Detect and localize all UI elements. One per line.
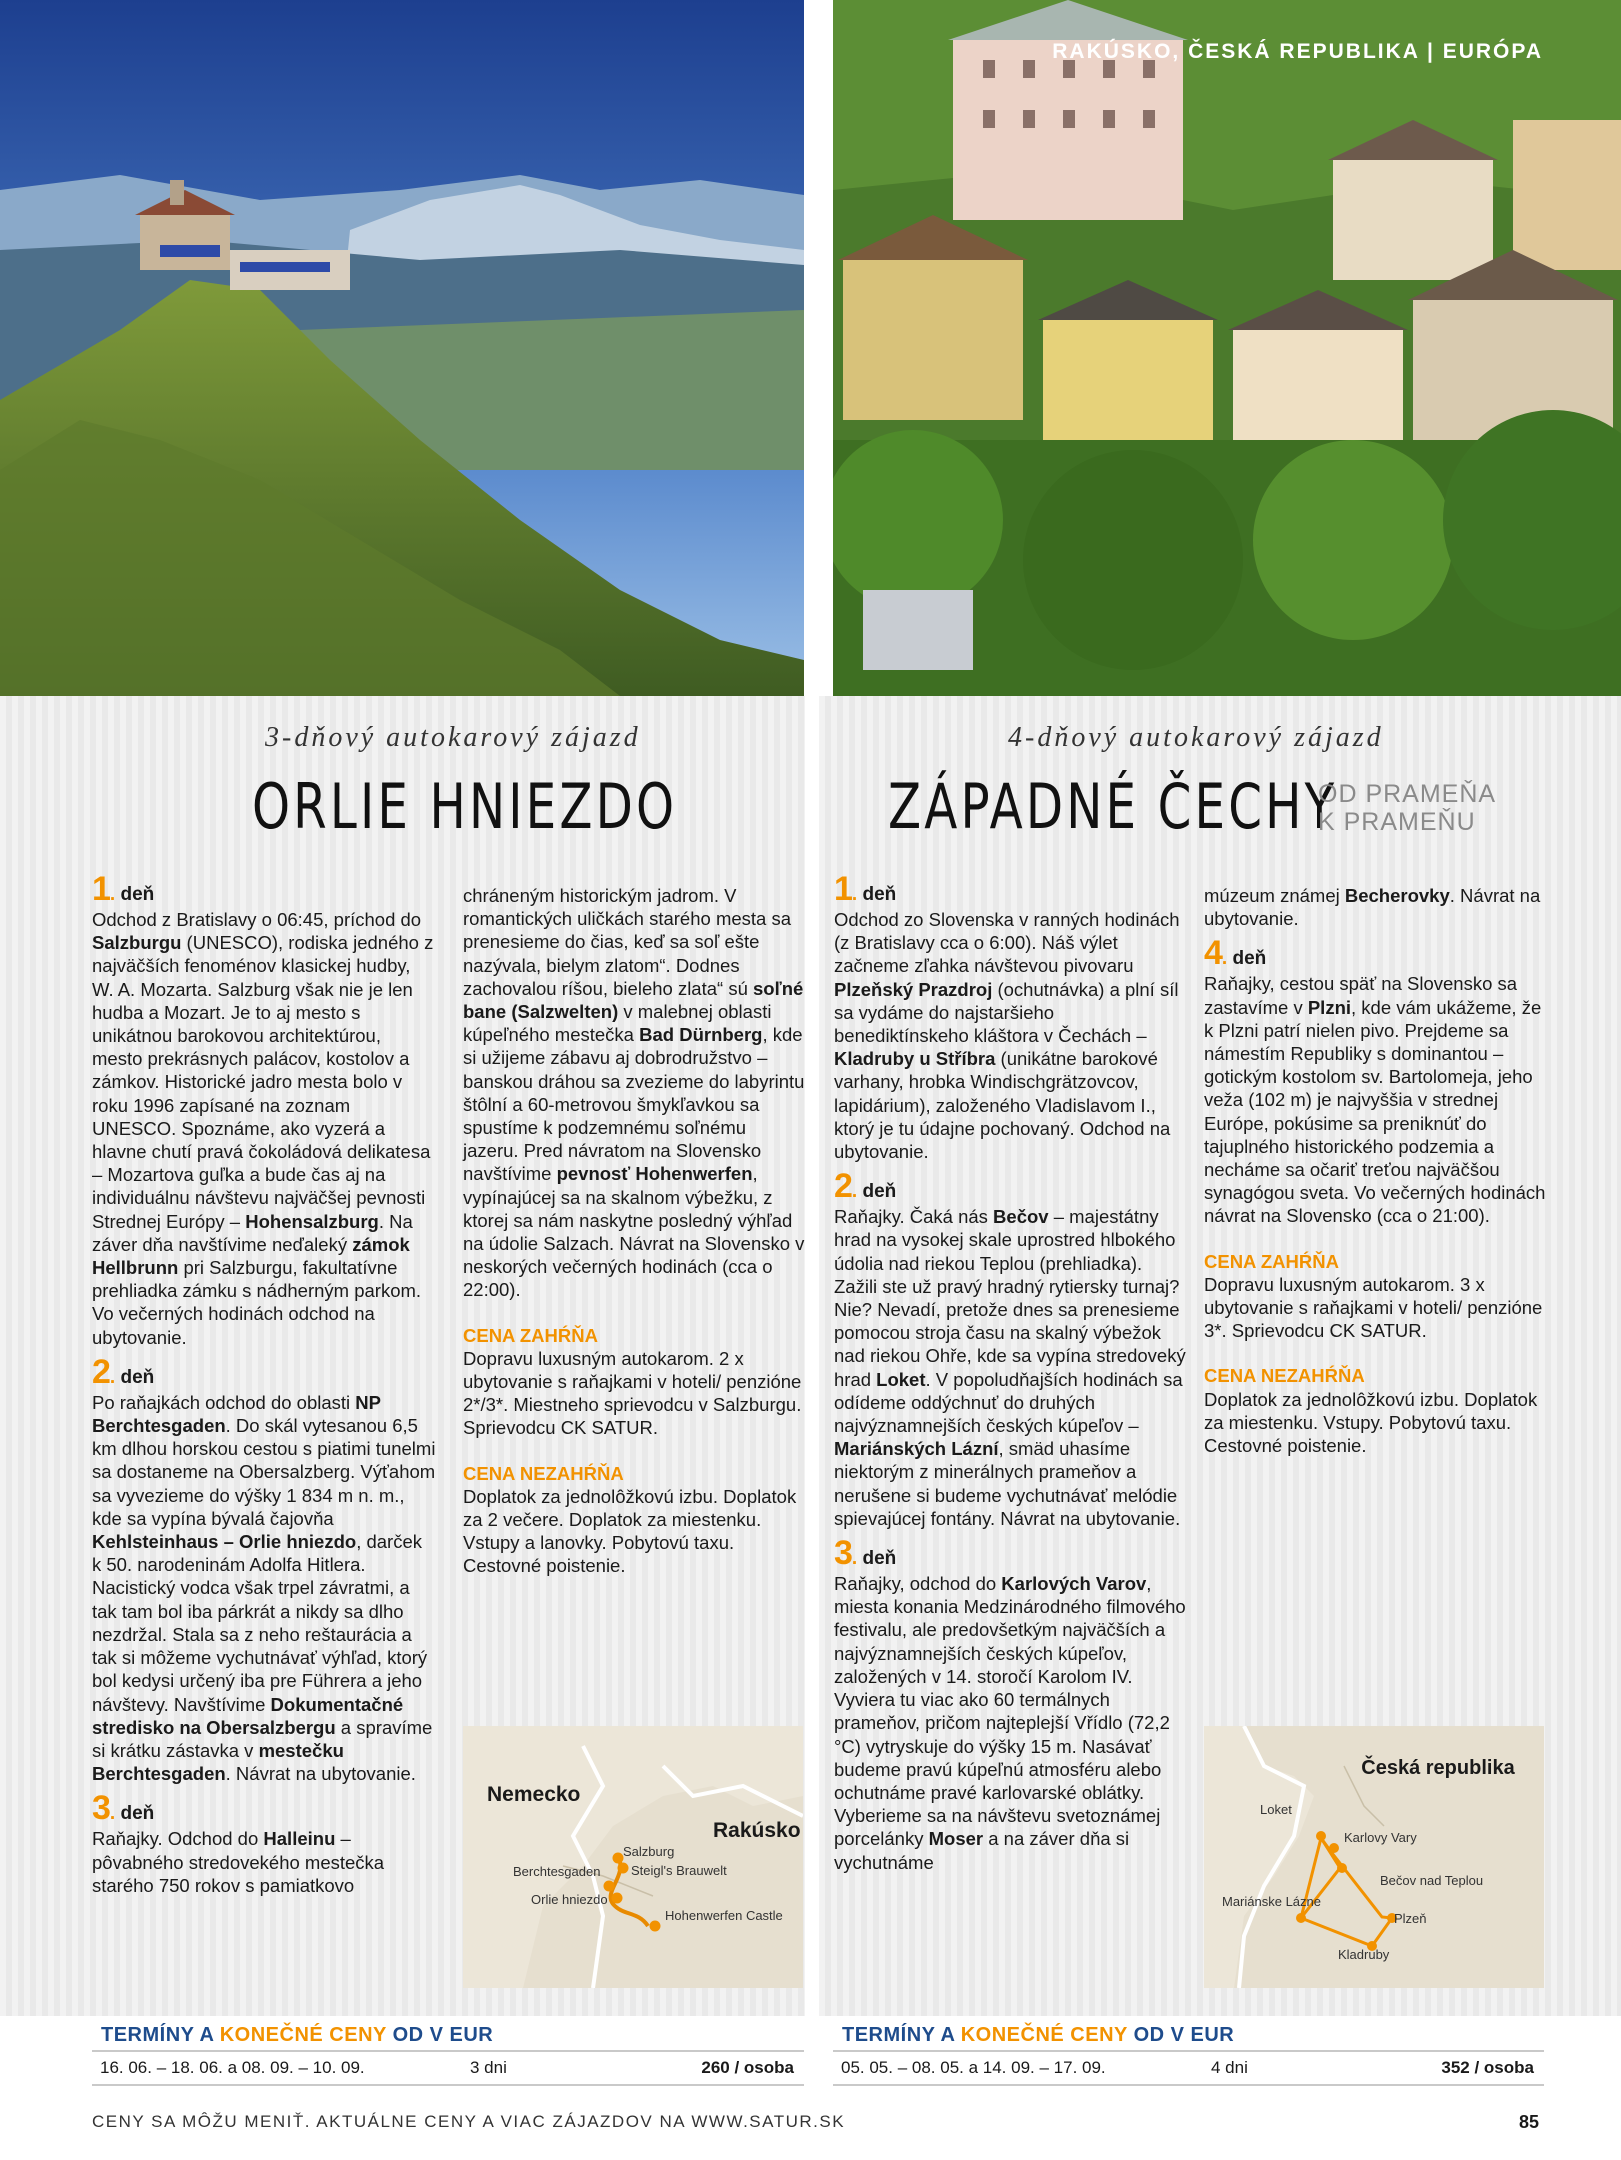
karlovy-vary-photo xyxy=(833,0,1621,696)
map-label-becov: Bečov nad Teplou xyxy=(1380,1873,1484,1888)
footer-note: CENY SA MÔŽU MENIŤ. AKTUÁLNE CENY A VIAC ZÁJAZDOV NA WWW.SATUR.SK xyxy=(92,2112,846,2131)
itinerary-paragraph: Po raňajkách odchod do oblasti NP Berchtesgaden. Do skál vytesanou 6,5 km dlhou horskou cestou s piatimi tunelmi sa dostaneme na Obersalzberg. Výťahom sa vyvezieme do výšky 1 834 m n. m., kde sa vypína bývalá čajovňa Kehlsteinhaus – Orlie hniezdo, darček k 50. narodeninám Adolfa Hitlera. Nacistický vodca však trpel závratmi, a tak tam bol iba párkrát a nikdy sa dlho nezdržal. Stala sa z neho reštaurácia a tak si môžeme vychutnávať výhľad, ktorý bol kedysi určený iba pre Führera a jeho návštevy. Navštívime Dokumentačné stredisko na Obersalzbergu a spravíme si krátku zástavka v mestečku Berchtesgaden. Návrat na ubytovanie. xyxy=(92,1391,436,1785)
itinerary-paragraph: Dopravu luxusným autokarom. 3 x ubytovanie s raňajkami v hoteli/ penzióne 3*. Sprievodcu CK SATUR. xyxy=(1204,1273,1543,1342)
itinerary-paragraph: Odchod z Bratislavy o 06:45, príchod do Salzburgu (UNESCO), rodiska jedného z najväčších fenoménov klasickej hudby, W. A. Mozarta. Salzburg však nie je len hudba a Mozart. Je to aj mesto s unikátnou barokovou architektúrou, mesto prekrásnych palácov, kostolov a zámkov. Historické jadro mesta bolo v roku 1996 zapísané na zoznam UNESCO. Spoznáme, ako vyzerá a hlavne chutí pravá čokoládová delikatesa – Mozartova guľka a bude čas aj na individuálnu návštevu najväčšej pevnosti Strednej Európy – Hohensalzburg. Na záver dňa navštívime neďaleký zámok Hellbrunn pri Salzburgu, fakultatívne prehliadka zámku s nádherným parkom. Vo večerných hodinách odchod na ubytovanie. xyxy=(92,909,434,1348)
right-terms-duration: 4 dni xyxy=(1211,2058,1248,2077)
map-label-loket: Loket xyxy=(1260,1802,1292,1817)
marianske-lazne-pin xyxy=(1296,1913,1306,1923)
day-number: 2 xyxy=(92,1352,110,1391)
day-heading: 4. deň xyxy=(1204,934,1267,973)
map-country-nemecko: Nemecko xyxy=(487,1783,581,1806)
map-label-karlovy-vary: Karlovy Vary xyxy=(1344,1830,1417,1845)
itinerary-paragraph: chráneným historickým jadrom. V romantických uličkách starého mesta sa prenesieme do čias, keď sa soľ ešte nazývala, bielym zlatom“. Dodnes zachovalou ríšou, bieleho zlata“ sú soľné bane (Salzwelten) v malebnej oblasti kúpeľného mestečka Bad Dürnberg, kde si užijeme zábavu aj dobrodružstvo – banskou dráhou sa zvezieme do labyrintu štôlní a 60-metrovou šmykľavkou sa spustíme k podzemnému soľnému jazeru. Pred návratom na Slovensko navštívime pevnosť Hohenwerfen, vypínajúcej sa na skalnom výbežku, z ktorej sa nám naskytne posledný výhľad na údolie Salzach. Návrat na Slovensko v neskorých večerných hodinách (cca o 22:00). xyxy=(463,885,805,1301)
itinerary-paragraph: Raňajky, odchod do Karlových Varov, miesta konania Medzinárodného filmového festivalu, ale predovšetkým najväčších a najvýznamnejších českých kúpeľov, založených v 14. storočí Karolom IV. Vyviera tu viac ako 60 termálnych prameňov, pričom najteplejší Vřídlo (72,2 °C) vytryskuje do výšky 15 m. Nasávať budeme pravú kúpeľnú atmosféru alebo ochutnáme pravé karlovarské oblátky. Vyberieme sa na návštevu svetoznámej porcelánky Moser a na záver dňa si vychutnáme xyxy=(834,1573,1186,1873)
region-tagline: RAKÚSKO, ČESKÁ REPUBLIKA | EURÓPA xyxy=(1052,40,1543,63)
page-number: 85 xyxy=(1519,2112,1540,2132)
right-column-2 xyxy=(1204,884,1554,1457)
left-terms-row xyxy=(92,2050,804,2086)
day-number: 2 xyxy=(834,1167,852,1206)
terms-head-part2: KONEČNÉ CENY xyxy=(960,2024,1128,2046)
left-title: ORLIE HNIEZDO xyxy=(252,770,678,843)
itinerary-paragraph: Doplatok za jednolôžkovú izbu. Doplatok za 2 večere. Doplatok za miestenku. Vstupy a lanovky. Pobytovú taxu. Cestovné poistenie. xyxy=(463,1485,797,1577)
right-title: ZÁPADNÉ ČECHY xyxy=(888,770,1338,843)
map-label-steigl: Steigl's Brauwelt xyxy=(631,1863,727,1878)
salzburg-pin xyxy=(613,1853,624,1864)
map-label-marianske-lazne: Mariánske Lázne xyxy=(1222,1894,1321,1909)
becov-pin xyxy=(1337,1863,1347,1873)
column-divider xyxy=(815,0,819,2016)
steigl-pin xyxy=(618,1863,629,1874)
west-bohemia-map xyxy=(1204,1726,1544,1988)
terms-head-part1: TERMÍNY A xyxy=(842,2024,955,2046)
day-label: deň xyxy=(862,1548,897,1570)
day-heading: 1. deň xyxy=(92,870,155,908)
day-label: deň xyxy=(120,1803,155,1825)
itinerary-paragraph: Dopravu luxusným autokarom. 2 x ubytovanie s raňajkami v hoteli/ penzióne 2*/3*. Miestneho sprievodcu v Salzburgu. Sprievodcu CK SATUR. xyxy=(463,1347,802,1439)
terms-head-part3: OD V EUR xyxy=(392,2024,494,2046)
itinerary-paragraph: Odchod zo Slovenska v ranných hodinách (z Bratislavy cca o 6:00). Náš výlet začneme zľahka návštevou pivovaru Plzeňský Prazdroj (ochutnávka) a plní síl sa vydáme do najstaršieho benediktínskeho kláštora v Čechách – Kladruby u Stříbra (unikátne barokové varhany, hrobka Windischgrätzovcov, lapidárium), založeného Vladislavom I., ktorý je tu údajne pochovaný. Odchod na ubytovanie. xyxy=(834,909,1180,1163)
left-subtitle: 3-dňový autokarový zájazd xyxy=(265,722,641,753)
right-column-1 xyxy=(834,870,1186,1874)
day-number: 3 xyxy=(92,1789,110,1828)
itinerary-paragraph: Raňajky. Odchod do Halleinu – pôvabného stredovekého mestečka starého 750 rokov s pamiatkovo xyxy=(92,1828,385,1896)
day-heading: 3. deň xyxy=(92,1789,155,1828)
left-column-2 xyxy=(463,884,805,1578)
terms-head-part1: TERMÍNY A xyxy=(101,2024,214,2046)
map-label-orlie-hniezdo: Orlie hniezdo xyxy=(531,1892,608,1907)
left-terms-price: 260 / osoba xyxy=(701,2058,794,2077)
price-section-heading: CENA NEZAHŔŇA xyxy=(463,1462,624,1484)
map-label-berchtesgaden: Berchtesgaden xyxy=(513,1864,601,1879)
itinerary-paragraph: múzeum známej Becherovky. Návrat na ubytovanie. xyxy=(1204,885,1541,930)
itinerary-paragraph: Doplatok za jednolôžkovú izbu. Doplatok za miestenku. Vstupy. Pobytovú taxu. Cestovné poistenie. xyxy=(1204,1388,1538,1457)
orlie-hniezdo-pin xyxy=(612,1893,623,1904)
title-tagline-line2: K PRAMEŇU xyxy=(1318,808,1476,836)
day-heading: 2. deň xyxy=(834,1167,897,1206)
day-label: deň xyxy=(862,1181,897,1203)
day-number: 3 xyxy=(834,1534,852,1573)
day-label: deň xyxy=(120,1366,155,1388)
itinerary-paragraph: Raňajky, cestou späť na Slovensko sa zastavíme v Plzni, kde vám ukážeme, že k Plzni patrí nielen pivo. Prejdeme sa námestím Republiky s dominantou – gotickým kostolom sv. Bartolomeja, jeho veža (102 m) je najvyššia v strednej Európe, pokúsime sa preniknúť do tajuplného historického podzemia a necháme sa očariť treťou najväčšou synagógou sveta. Vo večerných hodinách návrat na Slovensko (cca o 21:00). xyxy=(1204,973,1546,1227)
day-number: 4 xyxy=(1204,934,1222,973)
spacer xyxy=(92,1349,436,1359)
day-label: deň xyxy=(120,884,155,905)
left-terms-dates: 16. 06. – 18. 06. a 08. 09. – 10. 09. xyxy=(100,2058,365,2077)
left-terms-duration: 3 dni xyxy=(470,2058,507,2077)
map-label-hohenwerfen: Hohenwerfen Castle xyxy=(665,1908,783,1923)
spacer xyxy=(1204,930,1554,940)
price-section-heading: CENA NEZAHŔŇA xyxy=(1204,1365,1365,1387)
berchtesgaden-pin xyxy=(604,1881,615,1892)
day-number: 1 xyxy=(92,870,110,908)
right-terms-heading xyxy=(842,2024,1234,2047)
hohenwerfen-pin xyxy=(650,1921,661,1932)
left-column-1 xyxy=(92,870,436,1897)
terms-head-part2: KONEČNÉ CENY xyxy=(219,2024,387,2046)
map-country-rakusko: Rakúsko xyxy=(713,1819,801,1842)
day-label: deň xyxy=(862,884,897,905)
price-section-heading: CENA ZAHŔŇA xyxy=(463,1324,598,1346)
karlovy-vary-pin xyxy=(1329,1843,1339,1853)
map-country-cesko: Česká republika xyxy=(1361,1757,1515,1779)
day-label: deň xyxy=(1232,948,1267,970)
day-heading: 1. deň xyxy=(834,870,897,908)
right-terms-row xyxy=(833,2050,1544,2086)
day-number: 1 xyxy=(834,870,852,908)
salzburg-region-map xyxy=(463,1726,803,1988)
map-label-plzen: Plzeň xyxy=(1394,1911,1427,1926)
right-title-tagline xyxy=(1318,780,1496,836)
spacer xyxy=(92,1785,436,1795)
loket-pin xyxy=(1316,1831,1326,1841)
itinerary-paragraph: Raňajky. Čaká nás Bečov – majestátny hrad na vysokej skale uprostred hlbokého údolia nad riekou Teplou (prehliadka). Zažili ste už pravý hradný rytiersky turnaj? Nie? Nevadí, pretože dnes sa prenesieme pomocou stroja času na skalný výbežok nad riekou Ohře, kde sa vypína stredoveký hrad Loket. V popoludňajších hodinách sa odídeme oddýchnuť do druhých najvýznamnejších českých kúpeľov – Mariánských Lázní, smäd uhasíme niektorým z minerálnych prameňov a nerušene si budeme vychutnávať melódie spievajúcej fontány. Návrat na ubytovanie. xyxy=(834,1206,1186,1529)
right-terms-price: 352 / osoba xyxy=(1441,2058,1534,2077)
day-heading: 3. deň xyxy=(834,1534,897,1573)
day-heading: 2. deň xyxy=(92,1352,155,1391)
right-subtitle: 4-dňový autokarový zájazd xyxy=(1008,722,1384,753)
spacer xyxy=(834,1530,1186,1540)
right-terms-dates: 05. 05. – 08. 05. a 14. 09. – 17. 09. xyxy=(841,2058,1106,2077)
eagles-nest-photo xyxy=(0,0,804,696)
price-section-heading: CENA ZAHŔŇA xyxy=(1204,1250,1339,1272)
map-label-kladruby: Kladruby xyxy=(1338,1947,1390,1962)
map-label-salzburg: Salzburg xyxy=(623,1844,675,1859)
spacer xyxy=(834,1163,1186,1173)
title-tagline-line1: OD PRAMEŇA xyxy=(1318,780,1497,808)
left-terms-heading xyxy=(101,2024,493,2047)
terms-head-part3: OD V EUR xyxy=(1133,2024,1235,2046)
